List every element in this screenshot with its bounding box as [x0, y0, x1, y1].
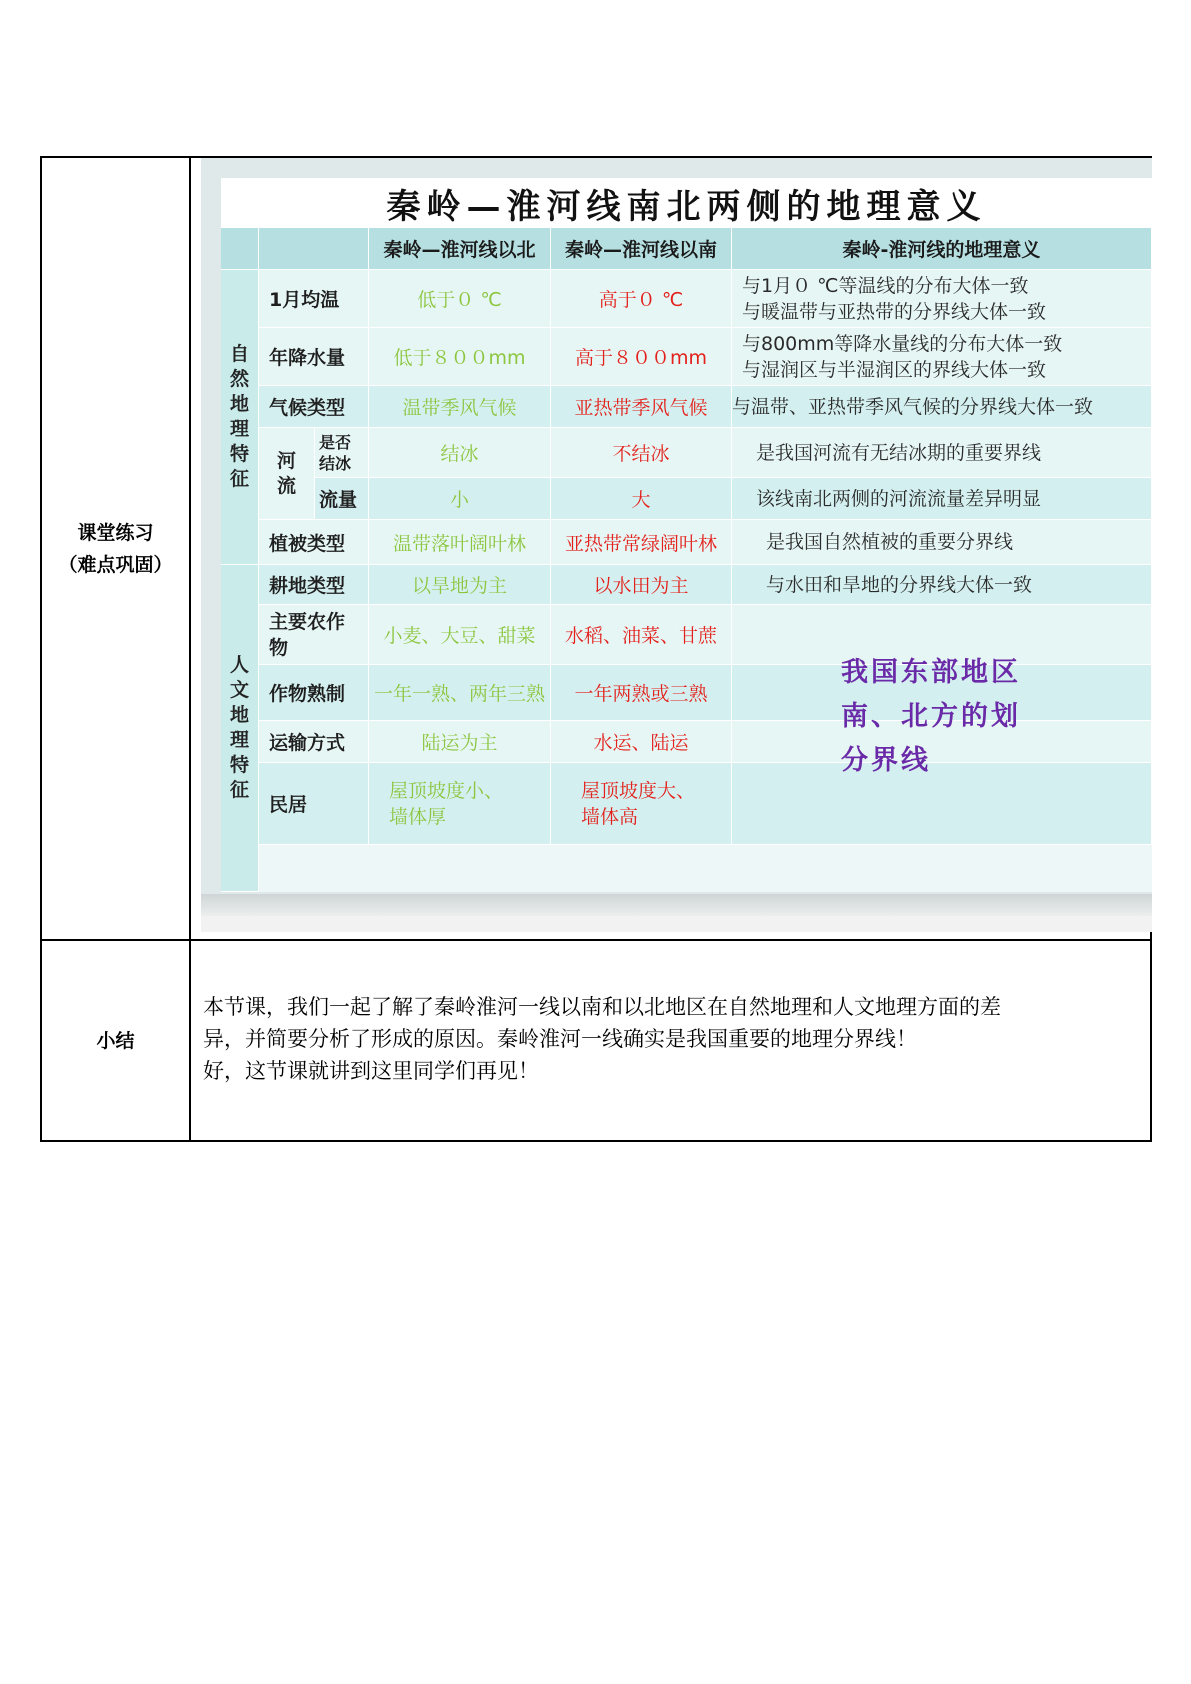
group-natural-text: 自然地理特征	[229, 343, 249, 490]
north-climate: 温带季风气候	[369, 386, 551, 428]
practice-row	[42, 158, 1150, 941]
geography-table	[221, 228, 1152, 892]
header-meaning: 秦岭-淮河线的地理意义	[732, 228, 1152, 270]
north-vegetation: 温带落叶阔叶林	[369, 520, 551, 565]
south-housing	[551, 763, 732, 845]
summary-label: 小结	[42, 941, 191, 1140]
south-vegetation: 亚热带常绿阔叶林	[551, 520, 732, 565]
north-housing	[369, 763, 551, 845]
north-jan-temp: 低于０ ℃	[369, 270, 551, 328]
south-crops: 水稻、油菜、甘蔗	[551, 605, 732, 665]
summary-row	[42, 941, 1150, 1140]
meaning-precip-1: 与800mm等降水量线的分布大体一致	[742, 332, 1063, 355]
row-label-farmland: 耕地类型	[259, 565, 369, 605]
practice-label-line2: （难点巩固）	[58, 553, 173, 576]
slide-panel	[221, 178, 1152, 892]
lesson-table	[40, 156, 1152, 1142]
group-human-text: 人文地理特征	[229, 654, 249, 801]
row-label-crops-text: 主要农作物	[269, 610, 346, 659]
group-human	[221, 565, 259, 892]
north-cropping: 一年一熟、两年三熟	[369, 665, 551, 721]
south-cropping: 一年两熟或三熟	[551, 665, 732, 721]
north-transport: 陆运为主	[369, 721, 551, 763]
south-flow: 大	[551, 478, 732, 520]
south-housing-2: 墙体高	[581, 805, 639, 828]
meaning-flow: 该线南北两侧的河流流量差异明显	[732, 478, 1152, 520]
callout-line-3: 分界线	[841, 745, 931, 776]
meaning-precip-2: 与湿润区与半湿润区的界线大体一致	[742, 358, 1047, 381]
row-label-vegetation: 植被类型	[259, 520, 369, 565]
row-label-housing: 民居	[259, 763, 369, 845]
callout-line-1: 我国东部地区	[841, 657, 1021, 688]
north-housing-1: 屋顶坡度小、	[389, 779, 504, 802]
row-label-flow: 流量	[315, 478, 369, 520]
meaning-climate: 与温带、亚热带季风气候的分界线大体一致	[732, 386, 1152, 428]
summary-line-2: 异，并简要分析了形成的原因。秦岭淮河一线确实是我国重要的地理分界线！	[203, 1027, 917, 1051]
practice-label	[42, 158, 191, 939]
meaning-frozen: 是我国河流有无结冰期的重要界线	[732, 428, 1152, 478]
north-flow: 小	[369, 478, 551, 520]
north-crops: 小麦、大豆、甜菜	[369, 605, 551, 665]
river-label-text: 河流	[276, 449, 296, 497]
header-south: 秦岭—淮河线以南	[551, 228, 732, 270]
meaning-precip	[732, 328, 1152, 386]
south-frozen: 不结冰	[551, 428, 732, 478]
south-transport: 水运、陆运	[551, 721, 732, 763]
north-housing-2: 墙体厚	[389, 805, 447, 828]
callout-line-2: 南、北方的划	[841, 701, 1021, 732]
header-corner-2	[259, 228, 369, 270]
south-farmland: 以水田为主	[551, 565, 732, 605]
row-label-climate: 气候类型	[259, 386, 369, 428]
south-precip: 高于８００mm	[551, 328, 732, 386]
south-housing-1: 屋顶坡度大、	[581, 779, 696, 802]
row-label-precip: 年降水量	[259, 328, 369, 386]
north-farmland: 以旱地为主	[369, 565, 551, 605]
practice-label-line1: 课堂练习	[77, 521, 154, 544]
north-precip: 低于８００mm	[369, 328, 551, 386]
meaning-jan-temp-2: 与暖温带与亚热带的分界线大体一致	[742, 300, 1047, 323]
south-climate: 亚热带季风气候	[551, 386, 732, 428]
row-label-frozen	[315, 428, 369, 478]
slide-title: 秦岭—淮河线南北两侧的地理意义	[221, 178, 1152, 228]
row-label-cropping: 作物熟制	[259, 665, 369, 721]
summary-text	[203, 991, 1153, 1087]
practice-content	[191, 158, 1150, 939]
slide-image	[201, 158, 1152, 932]
south-jan-temp: 高于０ ℃	[551, 270, 732, 328]
river-label	[259, 428, 315, 520]
meaning-farmland: 与水田和旱地的分界线大体一致	[732, 565, 1152, 605]
row-label-transport: 运输方式	[259, 721, 369, 763]
row-label-jan-temp: 1月均温	[259, 270, 369, 328]
summary-line-1: 本节课，我们一起了解了秦岭淮河一线以南和以北地区在自然地理和人文地理方面的差	[203, 995, 1001, 1019]
north-frozen: 结冰	[369, 428, 551, 478]
meaning-vegetation: 是我国自然植被的重要分界线	[732, 520, 1152, 565]
group-natural	[221, 270, 259, 565]
row-label-crops	[259, 605, 369, 665]
summary-content	[191, 941, 1150, 1140]
slide-bottom-band	[201, 894, 1152, 916]
summary-line-3: 好，这节课就讲到这里同学们再见！	[203, 1059, 539, 1083]
row-label-frozen-text: 是否结冰	[319, 432, 352, 473]
meaning-jan-temp-1: 与1月０ ℃等温线的分布大体一致	[742, 274, 1029, 297]
slide-bottom-strip	[201, 894, 1152, 932]
meaning-jan-temp	[732, 270, 1152, 328]
header-north: 秦岭—淮河线以北	[369, 228, 551, 270]
boundary-callout	[841, 651, 1121, 783]
header-corner-1	[221, 228, 259, 270]
